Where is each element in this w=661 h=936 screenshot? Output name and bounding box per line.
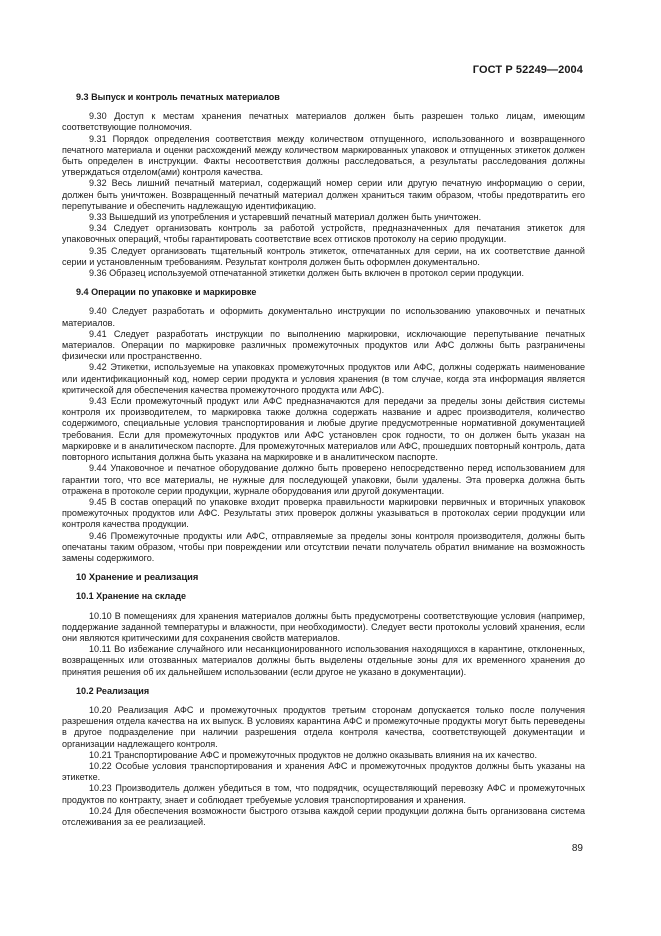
section-heading: 10.2 Реализация — [76, 685, 150, 696]
paragraph: 9.35 Следует организовать тщательный контроль этикеток, отпечатанных для серии, на их соответствие данной серии и установленным требованиям. Результат контроля должен быть оформлен документально. — [62, 245, 585, 267]
chapter-heading: 10 Хранение и реализация — [76, 572, 199, 583]
paragraph: 9.44 Упаковочное и печатное оборудование должно быть проверено непосредственно перед использованием для гарантии того, что все материалы, не нужные для последующей упаковки, были удалены. Эта проверка должна быть отражена в протоколе серии продукции, журнале оборудования или другой документации. — [62, 463, 585, 496]
paragraph: 10.10 В помещениях для хранения материалов должны быть предусмотрены соответствующие условия (например, поддержание заданной температуры и влажности, при необходимости). Следует вести протоколы условий хранения, если они являются критическими для сохранения свойств материалов. — [62, 610, 585, 643]
paragraph: 9.40 Следует разработать и оформить документально инструкции по использованию упаковочных и печатных материалов. — [62, 306, 585, 328]
paragraph: 10.21 Транспортирование АФС и промежуточных продуктов не должно оказывать влияния на их качество. — [89, 749, 538, 760]
paragraph: 9.46 Промежуточные продукты или АФС, отправляемые за пределы зоны контроля производителя, должны быть опечатаны таким образом, чтобы при повреждении или отсутствии печати получатель обратил внимание на возможность замены содержимого. — [62, 530, 585, 563]
paragraph: 9.34 Следует организовать контроль за работой устройств, предназначенных для печатания этикеток для упаковочных операций, чтобы гарантировать соответствие всех оттисков протоколу на серию продукции. — [62, 223, 585, 245]
paragraph: 9.36 Образец используемой отпечатанной этикетки должен быть включен в протокол серии продукции. — [89, 268, 524, 279]
standard-code: ГОСТ Р 52249—2004 — [472, 64, 583, 76]
paragraph: 10.20 Реализация АФС и промежуточных продуктов третьим сторонам допускается только после получения разрешения отдела качества на их выпуск. В условиях карантина АФС и промежуточные продукты могут быть переведены в другое подразделение при наличии разрешения отдела контроля качества, соответствующей документации и организации надлежащего контроля. — [62, 704, 585, 749]
paragraph: 10.22 Особые условия транспортирования и хранения АФС и промежуточных продуктов должны быть указаны на этикетке. — [62, 760, 585, 783]
page-number: 89 — [571, 843, 583, 854]
paragraph: 10.24 Для обеспечения возможности быстрого отзыва каждой серии продукции должна быть организована система отслеживания за ее реализацией. — [62, 805, 585, 827]
paragraph: 10.11 Во избежание случайного или несанкционированного использования находящихся в карантине, отклоненных, возвращенных или отозванных материалов должны быть выделены отдельные зоны для их временного хранения до принятия решения об их дальнейшем использовании (если другое не указано в документации). — [62, 644, 585, 677]
paragraph: 9.30 Доступ к местам хранения печатных материалов должен быть разрешен только лицам, имеющим соответствующие полномочия. — [62, 111, 585, 133]
paragraph: 9.42 Этикетки, используемые на упаковках промежуточных продуктов или АФС, должны содержать наименование или идентификационный код, номер серии продукта и условия хранения (в том случае, когда эта информация является критической для обеспечения качества промежуточного продукта или АФС). — [62, 362, 585, 395]
paragraph: 9.43 Если промежуточный продукт или АФС предназначаются для передачи за пределы зоны действия системы контроля их производителем, то маркировка также должна содержать название и адрес производителя, количество содержимого, специальные условия транспортирования и любые другие предусмотренные нормативной документацией требования. Если для промежуточных продуктов или АФС установлен срок годности, то он должен быть указан на маркировке и в аналитическом паспорте. Для промежуточных материалов или АФС, прошедших повторный контроль, дата повторного испытания должна быть указана на маркировке и в аналитическом паспорте. — [62, 396, 585, 463]
document-body — [62, 92, 585, 828]
section-heading: 9.4 Операции по упаковке и маркировке — [76, 287, 257, 298]
paragraph: 9.41 Следует разработать инструкции по выполнению маркировки, исключающие перепутывание печатных материалов. Операции по маркировке различных промежуточных продуктов или АФС должны быть разграничены физически или пространственно. — [62, 328, 585, 362]
section-heading: 10.1 Хранение на складе — [76, 591, 187, 602]
paragraph: 9.31 Порядок определения соответствия между количеством отпущенного, использованного и возвращенного печатного материала и оценки расхождений между количеством маркированных упаковок и отпущенных этикеток должен быть определен в инструкции. Факты несоответствия должны расследоваться, а результаты расследования должны утверждаться отделом(ами) контроля качества. — [62, 133, 585, 178]
paragraph: 9.32 Весь лишний печатный материал, содержащий номер серии или другую печатную информацию о серии, должен быть уничтожен. Возвращенный печатный материал должен храниться таким образом, чтобы предотвратить его перепутывание и обеспечить надлежащую идентификацию. — [62, 178, 585, 211]
paragraph: 9.45 В состав операций по упаковке входит проверка правильности маркировки первичных и вторичных упаковок промежуточных продуктов или АФС. Результаты этих проверок должны указываться в протоколах серии продукции или контроля качества продукции. — [62, 496, 585, 530]
section-heading: 9.3 Выпуск и контроль печатных материалов — [76, 92, 280, 102]
paragraph: 10.23 Производитель должен убедиться в том, что подрядчик, осуществляющий перевозку АФС и промежуточных продуктов по контракту, знает и соблюдает требуемые условия транспортирования и хранения. — [62, 783, 585, 805]
paragraph: 9.33 Вышедший из употребления и устаревший печатный материал должен быть уничтожен. — [89, 212, 482, 223]
